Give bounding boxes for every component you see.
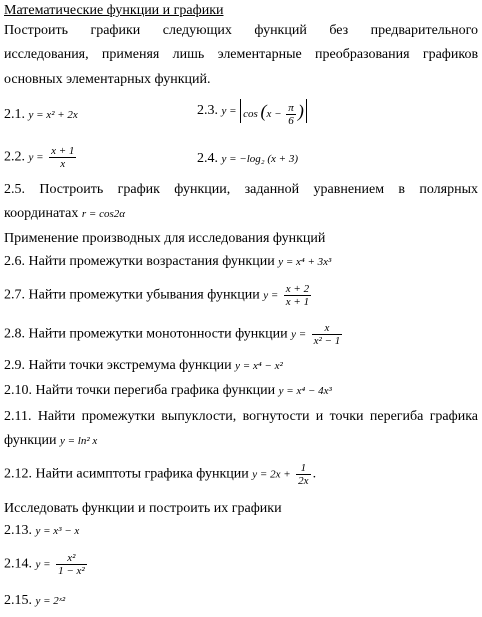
word: Построить	[4, 23, 68, 38]
task-2-5-line-1	[4, 181, 478, 198]
word: заданной	[244, 182, 300, 197]
word: графика	[429, 409, 479, 424]
task-number: 2.2.	[4, 149, 25, 165]
formula: y = x³ − x	[35, 525, 80, 537]
task-2-15	[4, 592, 65, 610]
formula-part: x −	[266, 108, 282, 120]
word: выпуклости,	[161, 409, 237, 424]
word: графиков	[422, 47, 479, 62]
task-text: 2.7. Найти промежутки убывания функции	[4, 287, 260, 303]
section-heading-derivatives: Применение производных для исследования функций	[4, 231, 326, 246]
task-2-12	[4, 462, 316, 487]
formula: y = ln² x	[60, 435, 98, 447]
formula: y = x⁴ − 4x³	[278, 385, 332, 397]
formula-lhs: y =	[291, 328, 307, 341]
task-number: 2.15.	[4, 593, 32, 608]
word: без	[329, 23, 349, 38]
task-number: 2.13.	[4, 523, 32, 538]
fraction	[286, 102, 296, 127]
word: в	[398, 182, 406, 197]
formula: r = cos2α	[81, 208, 126, 220]
word: перегиба	[369, 409, 424, 424]
task-number: 2.4.	[197, 151, 218, 166]
word: Найти	[37, 409, 76, 424]
period: .	[312, 466, 317, 482]
task-text: 2.12. Найти асимптоты графика функции	[4, 466, 249, 482]
task-number: 2.3.	[197, 103, 218, 119]
word: лишь	[172, 47, 205, 62]
word: уравнением	[313, 182, 385, 197]
task-2-7	[4, 283, 313, 308]
numerator: x	[312, 322, 343, 335]
word: 2.11.	[4, 409, 32, 424]
task-2-1	[4, 106, 78, 124]
denominator: 2x	[298, 475, 309, 487]
word: 2.5.	[4, 182, 25, 197]
formula: y = x² + 2x	[28, 109, 78, 121]
task-2-4	[197, 150, 298, 168]
fraction	[284, 283, 311, 308]
task-2-5-line-2	[4, 205, 125, 223]
word: применяя	[101, 47, 160, 62]
word: элементарные	[217, 47, 302, 62]
task-2-3	[197, 99, 307, 127]
denominator: x	[60, 158, 66, 170]
fraction	[56, 552, 87, 577]
formula-lhs: y = 2x +	[252, 468, 291, 481]
task-2-2	[4, 145, 78, 170]
word: промежутки	[81, 409, 155, 424]
fraction	[312, 322, 343, 347]
fraction	[296, 462, 310, 487]
word: предварительного	[370, 23, 479, 38]
intro-line-1	[4, 22, 478, 39]
word: исследования,	[4, 47, 89, 62]
formula: y = x⁴ − x²	[235, 360, 283, 372]
numerator: x²	[56, 552, 87, 565]
task-2-10	[4, 382, 332, 400]
formula: y = x⁴ + 3x³	[278, 256, 332, 268]
denominator: 6	[288, 114, 294, 127]
word: график	[117, 182, 160, 197]
word: функции	[4, 433, 57, 448]
task-2-8	[4, 322, 344, 347]
word: и	[315, 409, 324, 424]
task-text: 2.10. Найти точки перегиба графика функции	[4, 383, 276, 398]
task-text: 2.6. Найти промежутки возрастания функции	[4, 254, 275, 269]
intro-line-2	[4, 46, 478, 63]
task-2-9	[4, 357, 283, 375]
denominator: 1 − x²	[58, 565, 85, 577]
task-2-14	[4, 552, 89, 577]
cos-text: cos	[243, 108, 258, 120]
task-2-11-line-1	[4, 408, 478, 425]
word: полярных	[419, 182, 479, 197]
task-text: 2.9. Найти точки экстремума функции	[4, 358, 232, 373]
word: координатах	[4, 206, 79, 221]
formula-lhs: y =	[263, 289, 279, 302]
numerator: x + 2	[285, 283, 310, 295]
formula: y = −log₂ (x + 3)	[221, 153, 298, 165]
task-number: 2.14.	[4, 556, 32, 572]
numerator: 1	[296, 462, 310, 475]
task-2-11-line-2	[4, 432, 97, 450]
formula-lhs: y =	[221, 105, 237, 118]
absolute-value: cos (x − $\frac{\pi}{6}$ )	[240, 99, 307, 123]
task-text: 2.8. Найти промежутки монотонности функции	[4, 326, 288, 342]
fraction	[49, 145, 76, 170]
intro-line-3: основных элементарных функций.	[4, 72, 211, 87]
word: Построить	[39, 182, 104, 197]
page-title: Математические функции и графики	[4, 3, 224, 18]
word: функции,	[174, 182, 231, 197]
word: преобразования	[314, 47, 410, 62]
word: графики	[90, 23, 141, 38]
formula-lhs: y =	[35, 558, 51, 571]
task-2-6	[4, 253, 331, 271]
task-number: 2.1.	[4, 107, 25, 122]
formula-lhs: y =	[28, 151, 44, 164]
word: функций	[254, 23, 307, 38]
word: вогнутости	[242, 409, 310, 424]
numerator: x + 1	[51, 145, 75, 157]
denominator: x² − 1	[313, 335, 341, 347]
denominator: x + 1	[285, 296, 310, 308]
section-heading-investigate: Исследовать функции и построить их графики	[4, 501, 282, 516]
word: точки	[329, 409, 364, 424]
task-2-13	[4, 522, 79, 540]
word: следующих	[162, 23, 232, 38]
numerator: π	[288, 101, 294, 114]
formula: y = 2ˣ²	[35, 595, 66, 607]
